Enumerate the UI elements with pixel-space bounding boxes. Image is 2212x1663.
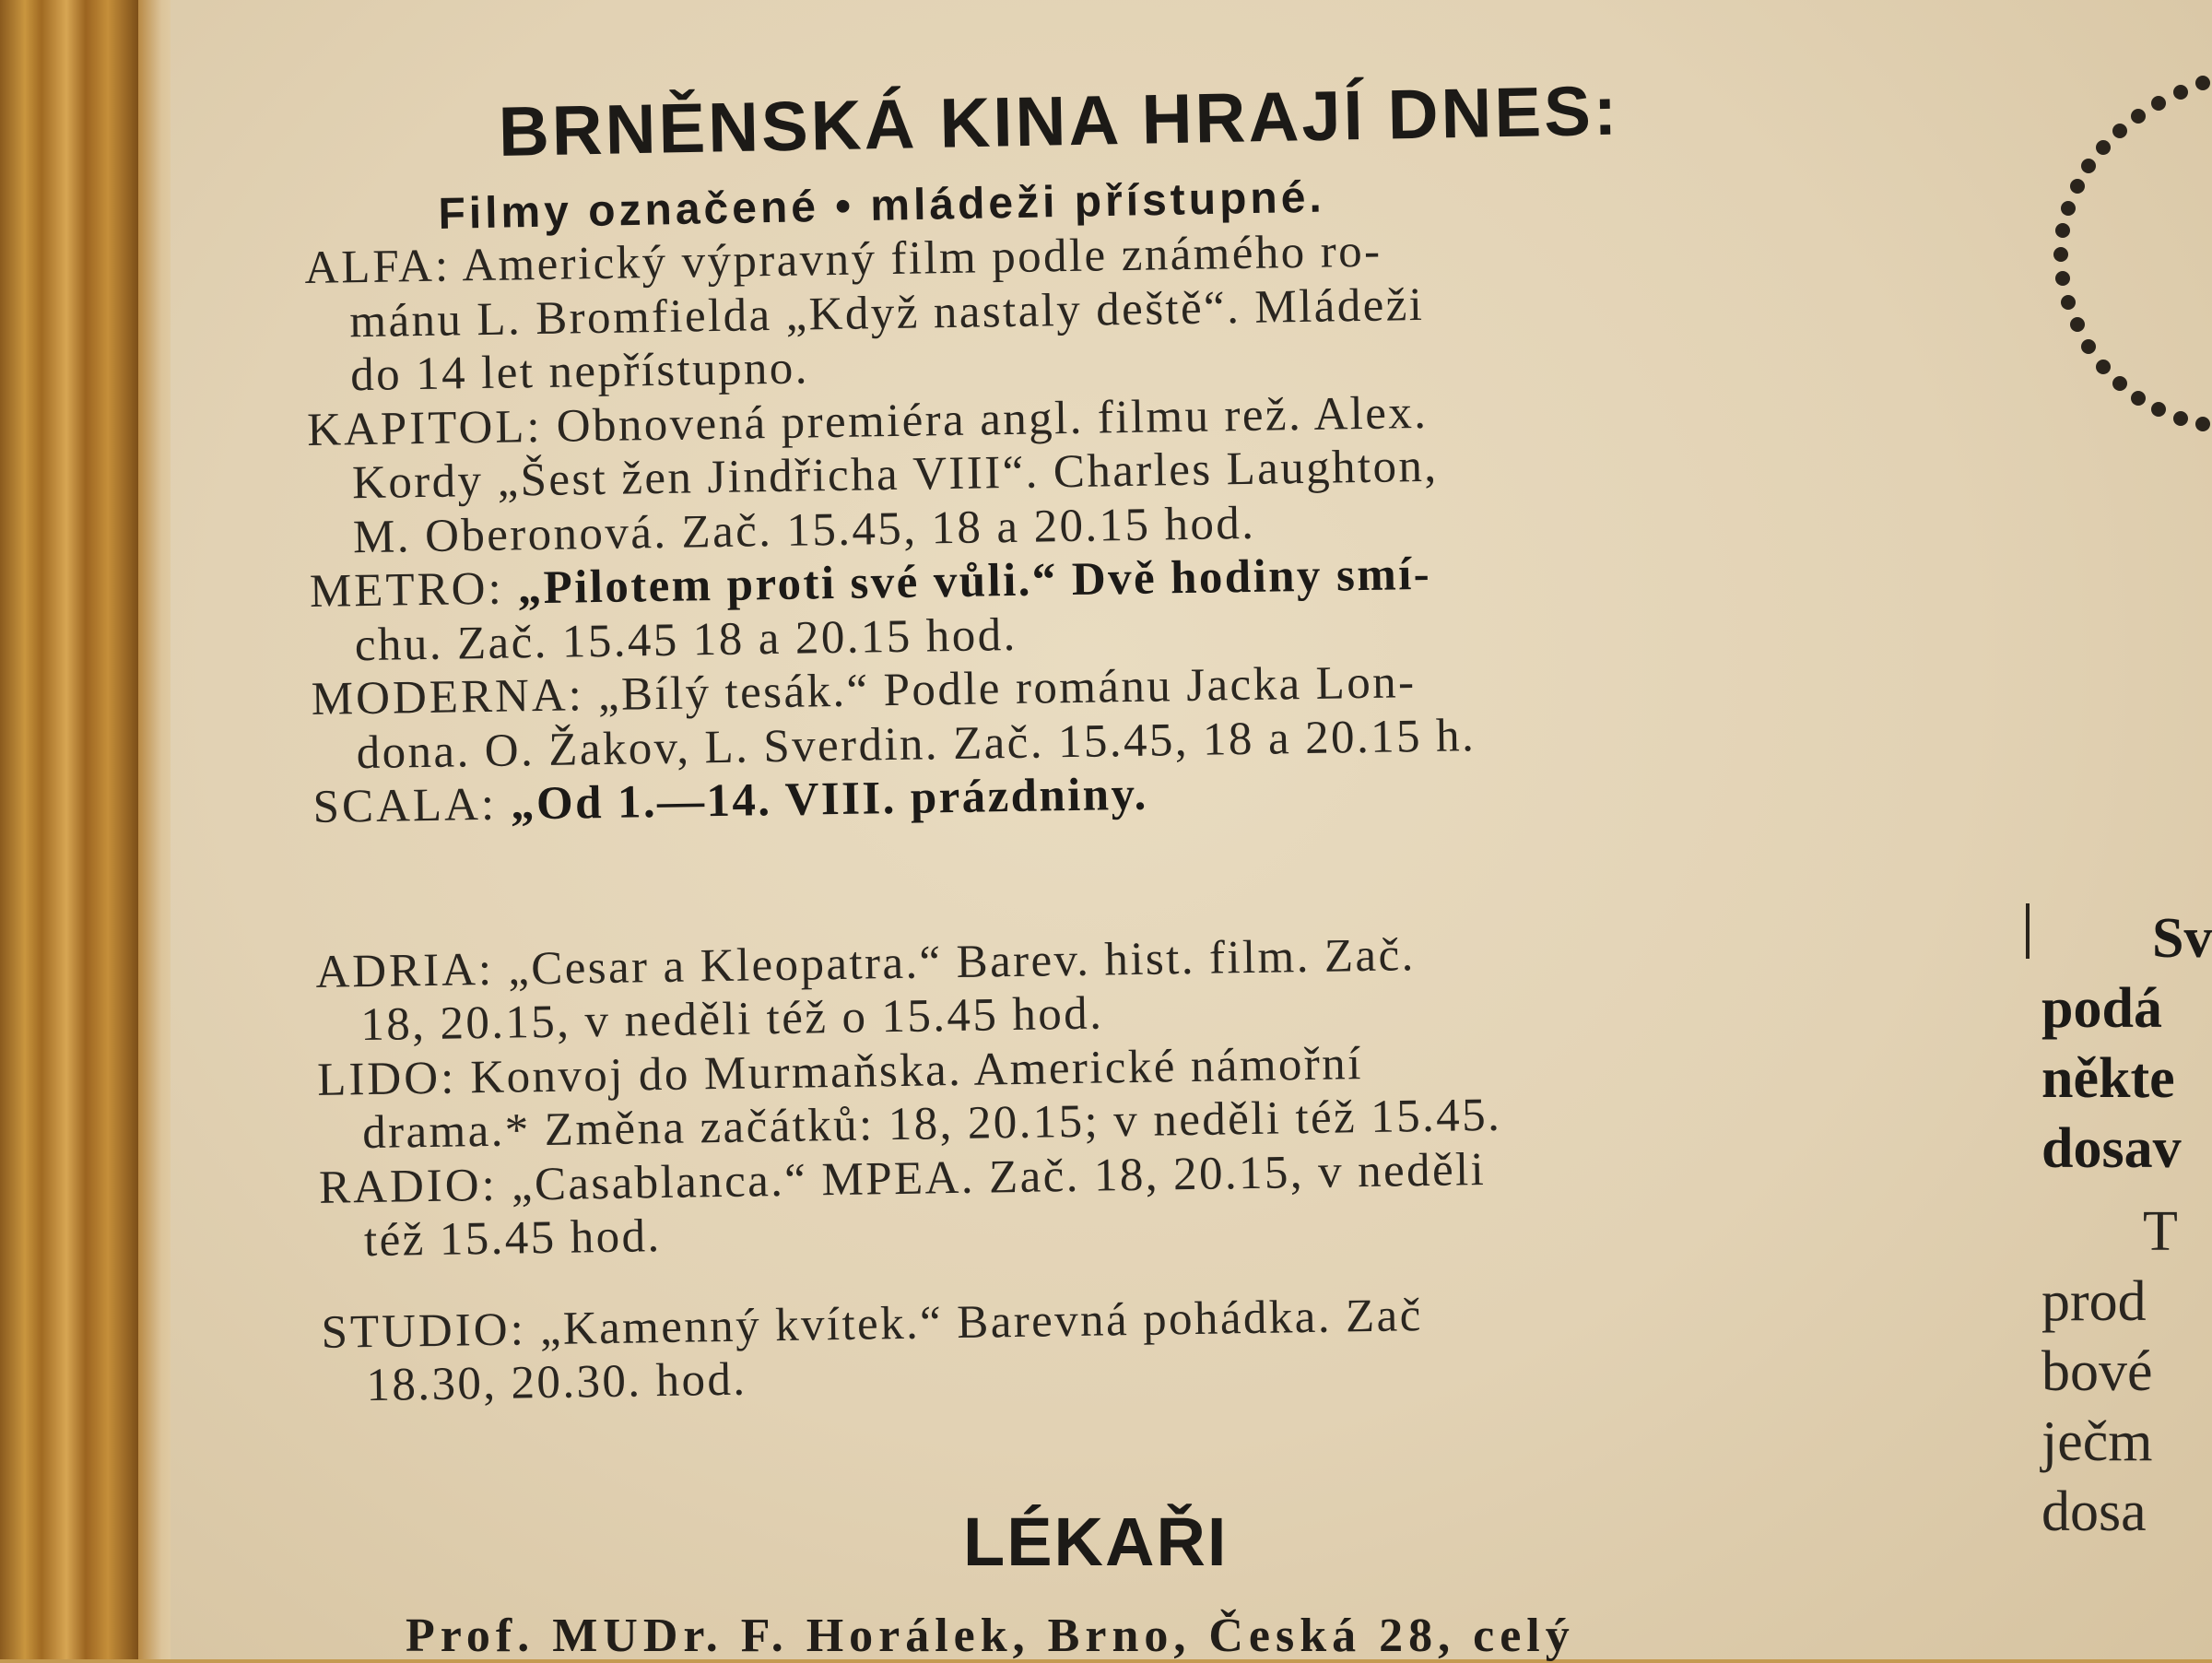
listing-text: „Cesar a Kleopatra.“ Barev. hist. film. Zač. [493,928,1417,996]
listing-text: „Od 1.—14. VIII. prázdniny. [496,768,1149,831]
cinema-name: METRO: [309,562,505,618]
listing-text: též 15.45 hod. [363,1210,662,1268]
listing-text: drama.* Změna začátků: 18, 20.15; v neděli též 15.45. [361,1089,1502,1160]
listing-text: chu. Zač. 15.45 18 a 20.15 hod. [354,608,1018,671]
listing-text: dona. O. Žakov, L. Sverdin. Zač. 15.45, 18 a 20.15 h. [356,709,1477,779]
cinema-name: LIDO: [316,1052,457,1106]
cinema-name: KAPITOL: [306,400,544,456]
cinema-name: RADIO: [318,1159,499,1214]
listing-alfa [304,215,1994,403]
column-text: Sv [2152,907,2212,970]
listing-text: Konvoj do Murmaňska. Americké námořní [455,1037,1364,1104]
adjacent-column-fragment [2041,903,2212,1547]
column-text: T [2143,1200,2178,1263]
column-text: bové [2041,1340,2153,1403]
cinema-name: ALFA: [304,240,452,294]
cinema-name: MODERNA: [311,669,585,725]
listing-kapitol [307,377,1996,565]
listing-text: M. Oberonová. Zač. 15.45, 18 a 20.15 hod. [352,497,1256,563]
cinema-name: STUDIO: [321,1303,527,1359]
page-headline: BRNĚNSKÁ KINA HRAJÍ DNES: [498,71,1620,171]
cinema-listings [304,215,2009,1413]
doctor-listing: Prof. MUDr. F. Horálek, Brno, Česká 28, celý [406,1610,1575,1662]
page-subhead: Filmy označené • mládeži přístupné. [438,172,1326,239]
listing-text: mánu L. Bromfielda „Když nastaly deště“. Mládeži [348,278,1425,348]
listing-text: do 14 let nepřístupno. [349,342,810,402]
cinema-name: SCALA: [312,778,498,833]
column-text: dosa [2041,1480,2147,1543]
column-rule [2026,903,2030,959]
column-text: někte [2041,1047,2175,1110]
listing-text: Obnovená premiéra angl. filmu rež. Alex. [542,386,1429,453]
listing-text: „Casablanca.“ MPEA. Zač. 18, 20.15, v neděli [497,1143,1487,1211]
listing-text: Kordy „Šest žen Jindřicha VIII“. Charles Laughton, [351,440,1439,510]
listing-text: Americký výpravný film podle známého ro- [450,225,1382,292]
book-binding [0,0,138,1659]
listing-text: „Pilotem proti své vůli.“ Dvě hodiny smí- [503,548,1432,615]
column-text: podá [2041,977,2162,1040]
listing-text: 18.30, 20.30. hod. [366,1353,747,1412]
dotted-circle-ornament [2009,55,2212,479]
section-title: LÉKAŘI [963,1504,1229,1580]
listing-text: „Kamenný kvítek.“ Barevná pohádka. Zač [525,1289,1424,1355]
column-text: ječm [2041,1410,2153,1473]
cinema-name: ADRIA: [315,943,495,998]
listing-text: 18, 20.15, v neděli též o 15.45 hod. [359,987,1104,1052]
listing-text: „Bílý tesák.“ Podle románu Jacka Lon- [583,656,1417,722]
column-text: dosav [2041,1117,2182,1180]
column-text: prod [2041,1270,2147,1333]
